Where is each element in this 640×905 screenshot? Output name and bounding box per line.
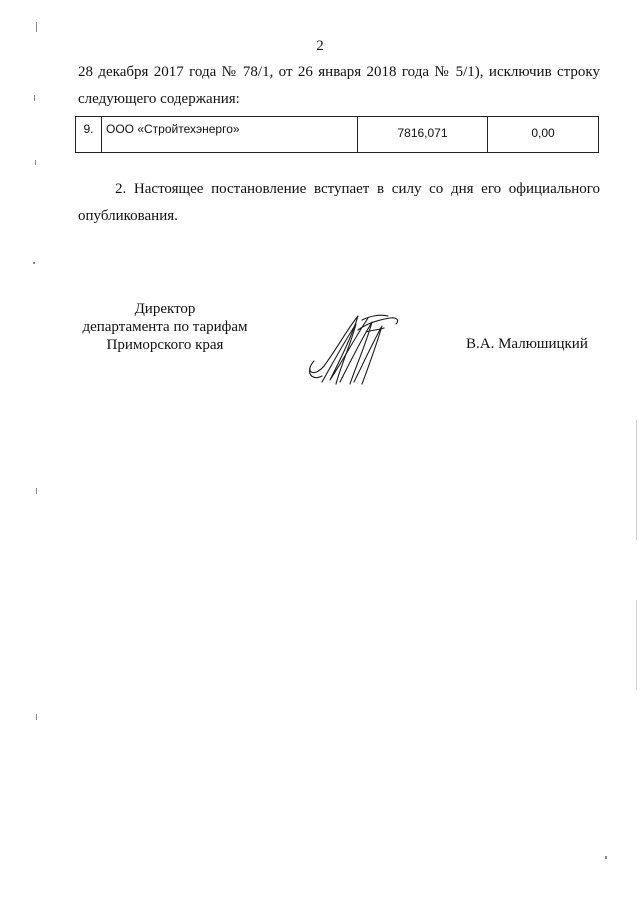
scan-artifact [36,488,37,494]
paragraph-effective-date: 2. Настоящее постановление вступает в силу со дня его официального опубликования. [78,181,600,224]
scan-artifact [636,420,637,540]
scan-artifact [36,714,37,720]
handwritten-signature [300,306,405,388]
row-number-cell: 9. [76,117,102,153]
table-row [76,117,599,153]
signatory-title-line-2: департамента по тарифам [82,319,248,335]
value-cell-2: 0,00 [488,117,599,153]
signatory-name: В.А. Малюшицкий [466,336,588,352]
scan-artifact [36,22,37,32]
scan-artifact [636,600,637,690]
signatory-title [70,300,260,354]
excluded-row-table [75,116,599,153]
paragraph-continuation: 28 декабря 2017 года № 78/1, от 26 января 2018 года № 5/1), исключив строку следующего содержания: [78,64,600,107]
scan-artifact [605,856,607,859]
signatory-title-line-1: Директор [134,301,196,317]
scan-artifact [34,95,35,101]
page-number: 2 [316,38,324,54]
signatory-title-line-3: Приморского края [106,337,224,353]
scan-artifact [33,262,35,264]
value-cell-1: 7816,071 [358,117,488,153]
scan-artifact [35,160,36,165]
organization-name-cell: ООО «Стройтехэнерго» [102,117,358,153]
